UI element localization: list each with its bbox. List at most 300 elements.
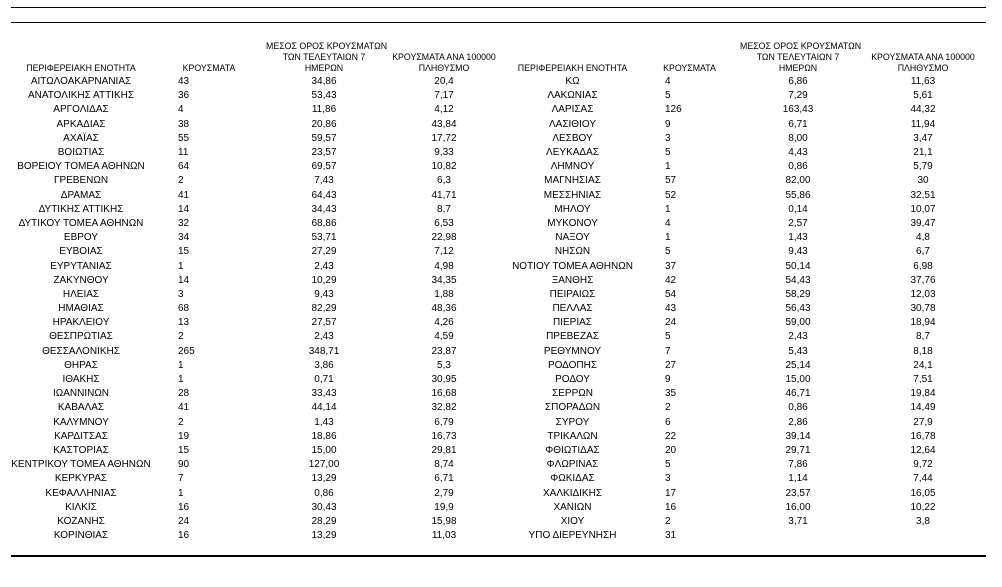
table-row	[8, 515, 988, 529]
cell-region-name-left: ΑΧΑΪΑΣ	[63, 132, 99, 144]
table-row	[8, 444, 988, 458]
cell-cases-per-100k-right: 11,63	[910, 76, 936, 88]
cell-cases-right: 6	[665, 416, 671, 428]
cell-region-name-right: ΝΗΣΩΝ	[554, 246, 591, 258]
cell-cases-left: 4	[178, 104, 184, 116]
rate-header-line-1: ΚΡΟΥΣΜΑΤΑ ΑΝΑ 100000	[392, 52, 496, 62]
cell-seven-day-average-left: 69,57	[311, 161, 337, 173]
cell-cases-right: 9	[665, 374, 671, 386]
cell-cases-per-100k-right: 18,94	[910, 317, 936, 329]
cell-cases-right: 4	[665, 217, 671, 229]
cell-cases-per-100k-left: 15,98	[431, 515, 457, 527]
avg-header-line-3: ΗΜΕΡΩΝ	[304, 63, 344, 73]
cell-region-name-left: ΖΑΚΥΝΘΟΥ	[53, 274, 109, 286]
cell-seven-day-average-left: 3,86	[314, 359, 334, 371]
cell-seven-day-average-left: 2,43	[314, 331, 334, 343]
cell-cases-right: 37	[665, 260, 677, 272]
cell-cases-per-100k-left: 9,33	[434, 147, 454, 159]
cell-cases-right: 1	[665, 161, 671, 173]
cell-seven-day-average-right: 5,43	[788, 345, 808, 357]
cell-cases-right: 54	[665, 288, 677, 300]
avg-header-line-1: ΜΕΣΟΣ ΟΡΟΣ ΚΡΟΥΣΜΑΤΩΝ	[266, 41, 388, 51]
cell-cases-left: 36	[178, 90, 190, 102]
cell-seven-day-average-left: 9,43	[314, 288, 334, 300]
cell-region-name-right: ΧΑΝΙΩΝ	[553, 501, 592, 513]
cell-seven-day-average-right: 8,00	[788, 132, 808, 144]
cell-seven-day-average-left: 34,86	[311, 76, 337, 88]
column-header-cases-per-100k	[384, 36, 504, 75]
cell-cases-per-100k-right: 6,7	[916, 246, 930, 258]
cell-seven-day-average-right: 1,43	[788, 232, 808, 244]
cell-seven-day-average-left: 27,29	[311, 246, 337, 258]
cell-cases-right: 126	[665, 104, 682, 116]
cell-cases-right: 5	[665, 459, 671, 471]
cell-region-name-left: ΔΥΤΙΚΗΣ ΑΤΤΙΚΗΣ	[38, 203, 124, 215]
cell-cases-per-100k-right: 14,49	[910, 402, 936, 414]
cell-cases-per-100k-right: 10,07	[910, 203, 936, 215]
cell-cases-per-100k-right: 21,1	[913, 147, 933, 159]
cell-region-name-left: ΚΟΖΑΝΗΣ	[57, 515, 105, 527]
cell-cases-per-100k-left: 6,79	[434, 416, 454, 428]
cell-cases-per-100k-left: 43,84	[431, 118, 457, 130]
cell-cases-per-100k-right: 3,47	[913, 132, 933, 144]
table-row	[8, 160, 988, 174]
cell-cases-right: 2	[665, 402, 671, 414]
cell-cases-right: 3	[665, 132, 671, 144]
cell-seven-day-average-left: 15,00	[311, 444, 337, 456]
cell-seven-day-average-left: 44,14	[311, 402, 337, 414]
cell-region-name-right: ΤΡΙΚΑΛΩΝ	[547, 430, 598, 442]
cell-cases-left: 64	[178, 161, 190, 173]
cell-region-name-right: ΦΛΩΡΙΝΑΣ	[546, 459, 599, 471]
cell-cases-left: 41	[178, 402, 190, 414]
cell-cases-right: 3	[665, 473, 671, 485]
cell-region-name-left: ΕΒΡΟΥ	[63, 232, 99, 244]
cell-region-name-left: ΚΕΡΚΥΡΑΣ	[54, 473, 108, 485]
table-row	[8, 302, 988, 316]
column-header-cases-per-100k-right	[858, 36, 988, 75]
cell-cases-per-100k-left: 4,26	[434, 317, 454, 329]
cell-seven-day-average-left: 1,43	[314, 416, 334, 428]
cell-cases-right: 31	[665, 530, 677, 542]
cell-cases-per-100k-right: 30,78	[910, 303, 936, 315]
cell-region-name-right: ΡΟΔΟΥ	[555, 374, 590, 386]
cell-region-name-left: ΘΕΣΠΡΩΤΙΑΣ	[49, 331, 113, 343]
cell-cases-per-100k-right: 39,47	[910, 217, 936, 229]
cell-seven-day-average-left: 28,29	[311, 515, 337, 527]
table-row	[8, 472, 988, 486]
cell-region-name-right: ΦΩΚΙΔΑΣ	[550, 473, 595, 485]
cell-cases-right: 4	[665, 76, 671, 88]
cell-cases-right: 27	[665, 359, 677, 371]
cell-region-name-left: ΚΕΝΤΡΙΚΟΥ ΤΟΜΕΑ ΑΘΗΝΩΝ	[11, 459, 151, 471]
cell-region-name-left: ΒΟΙΩΤΙΑΣ	[57, 147, 105, 159]
bottom-rule	[11, 555, 986, 557]
cell-region-name-right: ΣΥΡΟΥ	[555, 416, 590, 428]
cell-cases-right: 5	[665, 90, 671, 102]
cell-seven-day-average-left: 7,43	[314, 175, 334, 187]
cell-cases-left: 1	[178, 374, 184, 386]
cell-cases-right: 5	[665, 147, 671, 159]
cell-seven-day-average-right: 59,00	[785, 317, 811, 329]
cell-cases-per-100k-left: 29,81	[431, 444, 457, 456]
cell-region-name-left: ΑΝΑΤΟΛΙΚΗΣ ΑΤΤΙΚΗΣ	[27, 90, 135, 102]
cell-cases-right: 57	[665, 175, 677, 187]
table-body	[8, 75, 988, 543]
cell-seven-day-average-right: 0,86	[788, 161, 808, 173]
cell-cases-left: 68	[178, 303, 190, 315]
cell-seven-day-average-right: 6,71	[788, 118, 808, 130]
table-row	[8, 217, 988, 231]
cell-seven-day-average-right: 82,00	[785, 175, 811, 187]
cell-cases-right: 2	[665, 515, 671, 527]
cell-region-name-right: ΛΕΣΒΟΥ	[552, 132, 593, 144]
cell-seven-day-average-right: 7,29	[788, 90, 808, 102]
cell-region-name-right: ΠΙΕΡΙΑΣ	[553, 317, 592, 329]
cell-cases-per-100k-right: 10,22	[910, 501, 936, 513]
cell-region-name-left: ΔΥΤΙΚΟΥ ΤΟΜΕΑ ΑΘΗΝΩΝ	[18, 217, 144, 229]
table-row	[8, 274, 988, 288]
cell-seven-day-average-right	[738, 529, 858, 543]
cell-cases-per-100k-left: 8,7	[437, 203, 451, 215]
cell-seven-day-average-right: 3,71	[788, 515, 808, 527]
cell-cases-left: 38	[178, 118, 190, 130]
cell-seven-day-average-left: 53,43	[311, 90, 337, 102]
cell-cases-per-100k-right: 16,05	[910, 487, 936, 499]
avg-header-line-2: ΤΩΝ ΤΕΛΕΥΤΑΙΩΝ 7	[282, 52, 366, 62]
cell-cases-right: 35	[665, 388, 677, 400]
cell-cases-left: 16	[178, 530, 190, 542]
cell-seven-day-average-left: 0,71	[314, 374, 334, 386]
cell-cases-left: 19	[178, 430, 190, 442]
cell-cases-right: 5	[665, 246, 671, 258]
cell-region-name-left: ΚΕΦΑΛΛΗΝΙΑΣ	[45, 487, 117, 499]
cell-cases-right: 24	[665, 317, 677, 329]
cell-cases-per-100k-right: 6,98	[913, 260, 933, 272]
cell-cases-per-100k-left: 5,3	[437, 359, 451, 371]
cell-seven-day-average-right: 7,86	[788, 459, 808, 471]
cell-cases-per-100k-left: 7,17	[434, 90, 454, 102]
cell-cases-right: 1	[665, 232, 671, 244]
cell-cases-per-100k-left: 6,71	[434, 473, 454, 485]
cell-cases-left: 55	[178, 132, 190, 144]
cell-region-name-left: ΑΡΓΟΛΙΔΑΣ	[53, 104, 109, 116]
cell-region-name-left: ΑΡΚΑΔΙΑΣ	[56, 118, 106, 130]
cell-cases-left: 1	[178, 487, 184, 499]
cell-region-name-right: ΦΘΙΩΤΙΔΑΣ	[545, 444, 600, 456]
cell-region-name-right: ΧΙΟΥ	[560, 515, 585, 527]
table-row	[8, 430, 988, 444]
cell-region-name-right: ΛΕΥΚΑΔΑΣ	[546, 147, 599, 159]
cell-region-name-right: ΣΕΡΡΩΝ	[552, 388, 593, 400]
cell-seven-day-average-right: 46,71	[785, 388, 811, 400]
cell-region-name-left: ΙΘΑΚΗΣ	[62, 374, 100, 386]
column-header-7day-average	[264, 36, 388, 75]
cell-seven-day-average-right: 1,14	[788, 473, 808, 485]
table-row	[8, 529, 988, 543]
cell-region-name-right: ΛΑΚΩΝΙΑΣ	[547, 90, 598, 102]
cell-cases-right: 52	[665, 189, 677, 201]
table-row	[8, 387, 988, 401]
cell-cases-right: 17	[665, 487, 677, 499]
cell-seven-day-average-left: 11,86	[311, 104, 337, 116]
cell-cases-per-100k-left: 2,79	[434, 487, 454, 499]
cell-region-name-left: ΗΜΑΘΙΑΣ	[58, 303, 104, 315]
rate-header-line-2-right: ΠΛΗΘΥΣΜΟ	[897, 63, 949, 73]
cell-region-name-left: ΘΕΣΣΑΛΟΝΙΚΗΣ	[42, 345, 120, 357]
cell-cases-left: 41	[178, 189, 190, 201]
column-header-region: ΠΕΡΙΦΕΡΕΙΑΚΗ ΕΝΟΤΗΤΑ	[26, 63, 136, 73]
cell-region-name-left: ΕΥΡΥΤΑΝΙΑΣ	[50, 260, 112, 272]
cell-cases-left: 3	[178, 288, 184, 300]
cell-cases-per-100k-right: 16,78	[910, 430, 936, 442]
cell-cases-per-100k-left: 34,35	[431, 274, 457, 286]
cell-seven-day-average-left: 64,43	[311, 189, 337, 201]
cell-region-name-left: ΚΑΡΔΙΤΣΑΣ	[54, 430, 108, 442]
table-header-row	[8, 36, 988, 75]
table-row	[8, 345, 988, 359]
table-row	[8, 89, 988, 103]
cell-cases-per-100k-left: 1,88	[434, 288, 454, 300]
table-row	[8, 373, 988, 387]
cell-cases-per-100k-right: 44,32	[910, 104, 936, 116]
cell-seven-day-average-left: 30,43	[311, 501, 337, 513]
cell-region-name-left: ΚΟΡΙΝΘΙΑΣ	[53, 530, 109, 542]
cell-region-name-right: ΥΠΟ ΔΙΕΡΕΥΝΗΣΗ	[528, 530, 617, 542]
cell-cases-per-100k-right: 37,76	[910, 274, 936, 286]
cell-region-name-right: ΠΕΙΡΑΙΩΣ	[549, 288, 596, 300]
cell-cases-right: 16	[665, 501, 677, 513]
cell-region-name-left: ΗΛΕΙΑΣ	[62, 288, 100, 300]
cell-cases-left: 14	[178, 274, 190, 286]
column-header-region-right: ΠΕΡΙΦΕΡΕΙΑΚΗ ΕΝΟΤΗΤΑ	[517, 63, 628, 73]
cell-seven-day-average-left: 13,29	[311, 530, 337, 542]
table-row	[8, 174, 988, 188]
cell-region-name-left: ΚΑΣΤΟΡΙΑΣ	[53, 444, 109, 456]
cell-cases-per-100k-left: 4,12	[434, 104, 454, 116]
table-row	[8, 132, 988, 146]
cell-seven-day-average-right: 58,29	[785, 288, 811, 300]
cell-seven-day-average-left: 20,86	[311, 118, 337, 130]
cell-seven-day-average-right: 163,43	[782, 104, 814, 116]
cell-seven-day-average-left: 10,29	[311, 274, 337, 286]
cell-cases-left: 11	[178, 147, 189, 159]
table-row	[8, 103, 988, 117]
cell-cases-per-100k-right: 7,51	[913, 374, 933, 386]
cell-cases-left: 14	[178, 203, 190, 215]
table-row	[8, 330, 988, 344]
top-rule	[11, 7, 986, 8]
cell-cases-per-100k-left: 11,03	[431, 530, 457, 542]
cell-seven-day-average-left: 13,29	[311, 473, 337, 485]
cell-cases-per-100k-left: 7,12	[434, 246, 454, 258]
cell-seven-day-average-right: 0,14	[788, 203, 808, 215]
table-row	[8, 316, 988, 330]
cell-cases-per-100k-right: 7,44	[913, 473, 933, 485]
cell-region-name-left: ΘΗΡΑΣ	[64, 359, 98, 371]
cell-region-name-left: ΒΟΡΕΙΟΥ ΤΟΜΕΑ ΑΘΗΝΩΝ	[17, 161, 145, 173]
cell-cases-per-100k-right: 5,79	[913, 161, 933, 173]
cell-region-name-left: ΙΩΑΝΝΙΝΩΝ	[52, 388, 110, 400]
cell-cases-right: 5	[665, 331, 671, 343]
cell-seven-day-average-right: 39,14	[785, 430, 811, 442]
cell-cases-right: 42	[665, 274, 677, 286]
cell-cases-right: 22	[665, 430, 677, 442]
cell-cases-left: 34	[178, 232, 190, 244]
cell-region-name-right: ΡΕΘΥΜΝΟΥ	[543, 345, 602, 357]
cell-seven-day-average-left: 53,71	[311, 232, 337, 244]
cell-region-name-right: ΛΑΡΙΣΑΣ	[551, 104, 594, 116]
cell-seven-day-average-right: 55,86	[785, 189, 811, 201]
cell-cases-per-100k-right: 8,7	[916, 331, 930, 343]
cell-seven-day-average-left: 18,86	[311, 430, 337, 442]
cell-cases-left: 265	[178, 345, 195, 357]
cell-cases-per-100k-left: 32,82	[431, 402, 457, 414]
cell-region-name-left: ΚΙΛΚΙΣ	[65, 501, 97, 513]
cell-region-name-left: ΚΑΒΑΛΑΣ	[57, 402, 105, 414]
cell-region-name-right: ΜΑΓΝΗΣΙΑΣ	[544, 175, 601, 187]
cell-cases-per-100k-left: 10,82	[431, 161, 457, 173]
cell-seven-day-average-right: 2,43	[788, 331, 808, 343]
cell-cases-per-100k-left: 22,98	[431, 232, 457, 244]
cell-region-name-right: ΠΕΛΛΑΣ	[552, 303, 593, 315]
table-row	[8, 288, 988, 302]
cell-cases-per-100k-right: 30	[917, 175, 929, 187]
cell-cases-per-100k-right: 12,64	[910, 444, 936, 456]
cell-cases-per-100k-right: 5,61	[913, 90, 933, 102]
cell-cases-per-100k-right: 9,72	[913, 459, 933, 471]
table-row	[8, 203, 988, 217]
table-row	[8, 401, 988, 415]
cell-region-name-left: ΚΑΛΥΜΝΟΥ	[53, 416, 109, 428]
table-row	[8, 231, 988, 245]
cell-seven-day-average-left: 0,86	[314, 487, 334, 499]
cell-cases-per-100k-left: 23,87	[431, 345, 457, 357]
table-row	[8, 486, 988, 500]
cell-seven-day-average-right: 2,57	[788, 217, 808, 229]
cell-region-name-right: ΧΑΛΚΙΔΙΚΗΣ	[543, 487, 602, 499]
cases-table	[8, 36, 988, 543]
table-row	[8, 359, 988, 373]
table-row	[8, 245, 988, 259]
cell-cases-left: 2	[178, 175, 184, 187]
cell-seven-day-average-right: 16,00	[785, 501, 811, 513]
table-row	[8, 501, 988, 515]
cell-seven-day-average-left: 27,57	[311, 317, 337, 329]
cell-cases-left: 1	[178, 260, 184, 272]
cell-seven-day-average-left: 33,43	[311, 388, 337, 400]
cell-region-name-right: ΛΑΣΙΘΙΟΥ	[549, 118, 596, 130]
cell-cases-per-100k-left: 8,74	[434, 459, 454, 471]
cell-seven-day-average-right: 29,71	[785, 444, 811, 456]
cell-seven-day-average-left: 23,57	[311, 147, 337, 159]
cell-seven-day-average-right: 2,86	[788, 416, 808, 428]
cell-cases-per-100k-left: 4,98	[434, 260, 454, 272]
cell-region-name-right: ΜΥΚΟΝΟΥ	[547, 217, 598, 229]
cell-region-name-left: ΓΡΕΒΕΝΩΝ	[53, 175, 109, 187]
cell-seven-day-average-right: 56,43	[785, 303, 811, 315]
cell-seven-day-average-right: 9,43	[788, 246, 808, 258]
cell-seven-day-average-left: 68,86	[311, 217, 337, 229]
table-row	[8, 416, 988, 430]
cell-seven-day-average-left: 59,57	[311, 132, 337, 144]
cell-region-name-right: ΠΡΕΒΕΖΑΣ	[546, 331, 599, 343]
rate-header-line-1-right: ΚΡΟΥΣΜΑΤΑ ΑΝΑ 100000	[871, 52, 975, 62]
cell-cases-per-100k-left: 17,72	[431, 132, 457, 144]
cell-cases-right: 1	[665, 203, 671, 215]
cell-region-name-right: ΛΗΜΝΟΥ	[550, 161, 595, 173]
cell-cases-right: 43	[665, 303, 677, 315]
cell-seven-day-average-right: 4,43	[788, 147, 808, 159]
cell-seven-day-average-left: 127,00	[308, 459, 340, 471]
cell-cases-right: 9	[665, 118, 671, 130]
cell-cases-per-100k-left: 19,9	[434, 501, 454, 513]
cell-seven-day-average-right: 50,14	[785, 260, 811, 272]
cell-region-name-right: ΜΕΣΣΗΝΙΑΣ	[543, 189, 602, 201]
cell-region-name-left: ΔΡΑΜΑΣ	[60, 189, 102, 201]
cell-seven-day-average-right: 54,43	[785, 274, 811, 286]
cell-cases-left: 24	[178, 515, 190, 527]
cell-cases-per-100k-left: 41,71	[431, 189, 457, 201]
cell-cases-per-100k-left: 6,53	[434, 217, 454, 229]
cell-seven-day-average-right: 0,86	[788, 402, 808, 414]
rate-header-line-2: ΠΛΗΘΥΣΜΟ	[418, 63, 470, 73]
table-row	[8, 118, 988, 132]
cell-cases-left: 16	[178, 501, 190, 513]
cell-seven-day-average-right: 25,14	[785, 359, 811, 371]
cell-cases-left: 13	[178, 317, 190, 329]
cell-cases-per-100k-right: 4,8	[916, 232, 930, 244]
cell-region-name-left: ΕΥΒΟΙΑΣ	[59, 246, 103, 258]
cell-cases-right: 20	[665, 444, 677, 456]
cell-seven-day-average-left: 82,29	[311, 303, 337, 315]
cell-cases-left: 15	[178, 444, 190, 456]
cell-cases-per-100k-left: 4,59	[434, 331, 454, 343]
cell-region-name-left: ΗΡΑΚΛΕΙΟΥ	[52, 317, 110, 329]
cell-cases-per-100k-right: 24,1	[913, 359, 933, 371]
cell-cases-per-100k-left: 16,73	[431, 430, 457, 442]
table-row	[8, 259, 988, 273]
cell-cases-left: 2	[178, 416, 184, 428]
avg-header-line-2-right: ΤΩΝ ΤΕΛΕΥΤΑΙΩΝ 7	[756, 52, 840, 62]
table-row	[8, 458, 988, 472]
cell-cases-per-100k-right: 12,03	[910, 288, 936, 300]
cell-cases-per-100k-right	[858, 529, 988, 543]
avg-header-line-1-right: ΜΕΣΟΣ ΟΡΟΣ ΚΡΟΥΣΜΑΤΩΝ	[740, 41, 862, 51]
header-rule	[11, 22, 986, 23]
cell-cases-per-100k-left: 20,4	[434, 76, 454, 88]
column-header-cases: ΚΡΟΥΣΜΑΤΑ	[182, 63, 236, 73]
cell-cases-left: 90	[178, 459, 190, 471]
cell-cases-per-100k-right: 11,94	[910, 118, 936, 130]
cell-seven-day-average-right: 6,86	[788, 76, 808, 88]
cell-cases-per-100k-right: 32,51	[910, 189, 936, 201]
cell-cases-left: 1	[178, 359, 184, 371]
cell-cases-left: 7	[178, 473, 184, 485]
cell-cases-per-100k-left: 6,3	[437, 175, 451, 187]
cell-cases-per-100k-right: 8,18	[913, 345, 933, 357]
cell-cases-left: 32	[178, 217, 190, 229]
cell-cases-per-100k-right: 27,9	[913, 416, 933, 428]
cell-seven-day-average-left: 348,71	[308, 345, 340, 357]
cell-cases-left: 15	[178, 246, 190, 258]
cell-region-name-left: ΑΙΤΩΛΟΑΚΑΡΝΑΝΙΑΣ	[30, 76, 132, 88]
cell-cases-per-100k-right: 19,84	[910, 388, 936, 400]
cell-cases-per-100k-left: 30,95	[431, 374, 457, 386]
cell-region-name-right: ΞΑΝΘΗΣ	[551, 274, 594, 286]
cell-cases-left: 2	[178, 331, 184, 343]
table-row	[8, 75, 988, 89]
